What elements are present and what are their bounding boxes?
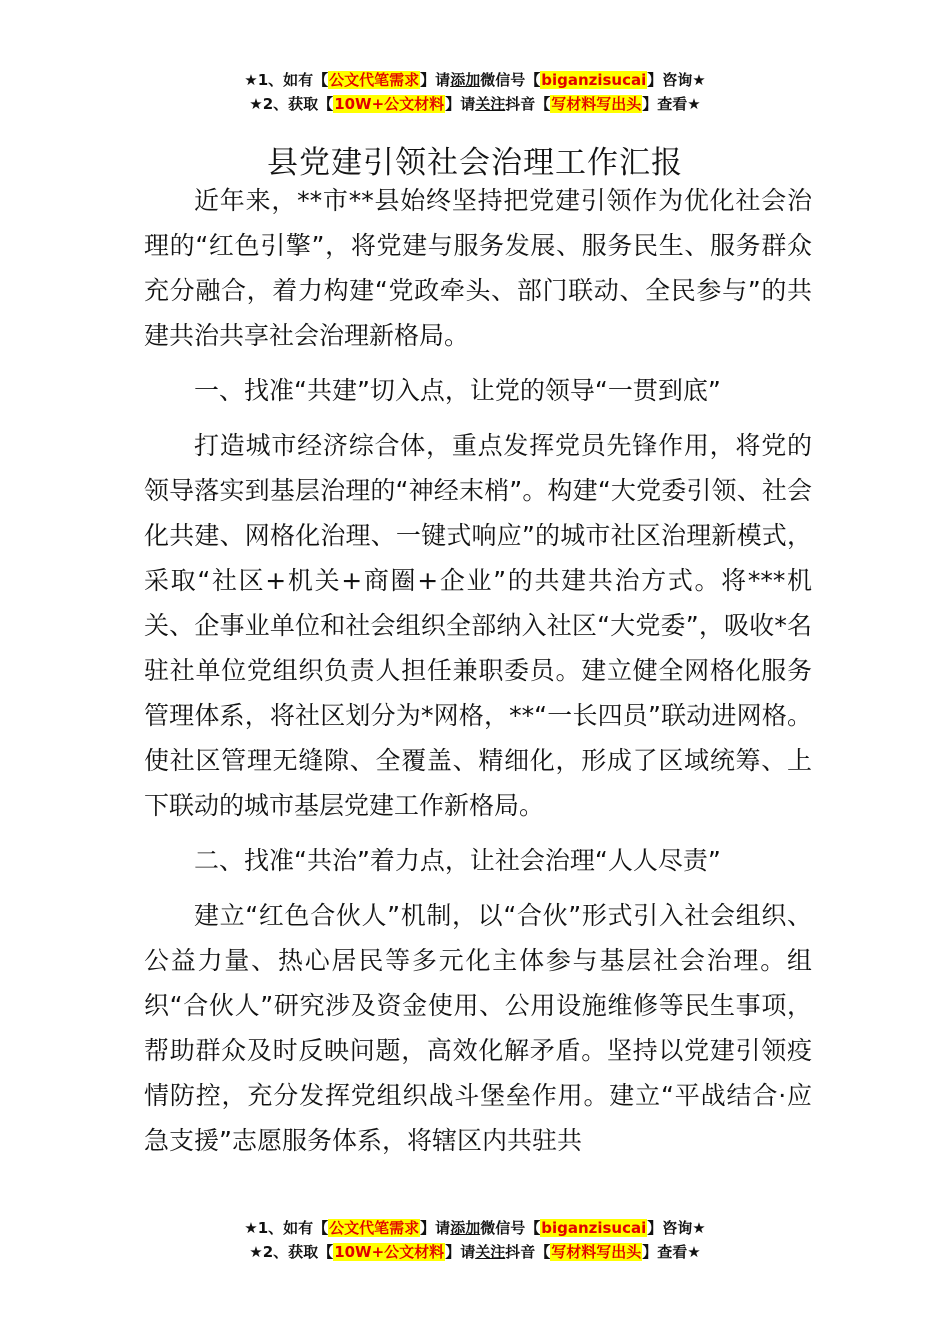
section-heading-1: 一、找准“共建”切入点，让党的领导“一贯到底” xyxy=(194,376,721,405)
highlight-douyin-account: 写材料写出头 xyxy=(551,95,642,113)
highlight-ghostwriting: 公文代笔需求 xyxy=(329,71,420,89)
footer-banner xyxy=(0,1216,950,1264)
highlight-wechat-id: biganzisucai xyxy=(541,71,647,89)
banner-line-2: ★2、获取【10W+公文材料】请关注抖音【写材料写出头】查看★ xyxy=(249,95,701,113)
banner-line-1: ★1、如有【公文代笔需求】请添加微信号【biganzisucai】咨询★ xyxy=(244,71,706,89)
footer-highlight-ghostwriting: 公文代笔需求 xyxy=(329,1219,420,1237)
paragraph-section-1: 打造城市经济综合体，重点发挥党员先锋作用，将党的领导落实到基层治理的“神经末梢”。构建“大党委引领、社会化共建、网格化治理、一键式响应”的城市社区治理新模式，采取“社区+机关+商圈+企业”的共建共治方式。将***机关、企事业单位和社会组织全部纳入社区“大党委”，吸收*名驻社单位党组织负责人担任兼职委员。建立健全网格化服务管理体系，将社区划分为*网格，**“一长四员”联动进网格。使社区管理无缝隙、全覆盖、精细化，形成了区域统筹、上下联动的城市基层党建工作新格局。 xyxy=(144,431,812,820)
highlight-materials: 10W+公文材料 xyxy=(334,95,445,113)
footer-highlight-materials: 10W+公文材料 xyxy=(334,1243,445,1261)
section-heading-2: 二、找准“共治”着力点，让社会治理“人人尽责” xyxy=(194,846,721,875)
footer-banner-line-2: ★2、获取【10W+公文材料】请关注抖音【写材料写出头】查看★ xyxy=(249,1243,701,1261)
footer-banner-line-1: ★1、如有【公文代笔需求】请添加微信号【biganzisucai】咨询★ xyxy=(244,1219,706,1237)
page-title: 县党建引领社会治理工作汇报 xyxy=(267,144,683,181)
document-body xyxy=(144,178,812,1163)
paragraph-section-2: 建立“红色合伙人”机制，以“合伙”形式引入社会组织、公益力量、热心居民等多元化主体参与基层社会治理。组织“合伙人”研究涉及资金使用、公用设施维修等民生事项，帮助群众及时反映问题，高效化解矛盾。坚持以党建引领疫情防控，充分发挥党组织战斗堡垒作用。建立“平战结合·应急支援”志愿服务体系，将辖区内共驻共 xyxy=(144,901,812,1155)
footer-highlight-wechat-id: biganzisucai xyxy=(541,1219,647,1237)
paragraph-intro: 近年来，**市**县始终坚持把党建引领作为优化社会治理的“红色引擎”，将党建与服务发展、服务民生、服务群众充分融合，着力构建“党政牵头、部门联动、全民参与”的共建共治共享社会治理新格局。 xyxy=(144,186,812,350)
footer-highlight-douyin-account: 写材料写出头 xyxy=(551,1243,642,1261)
header-banner xyxy=(0,68,950,116)
